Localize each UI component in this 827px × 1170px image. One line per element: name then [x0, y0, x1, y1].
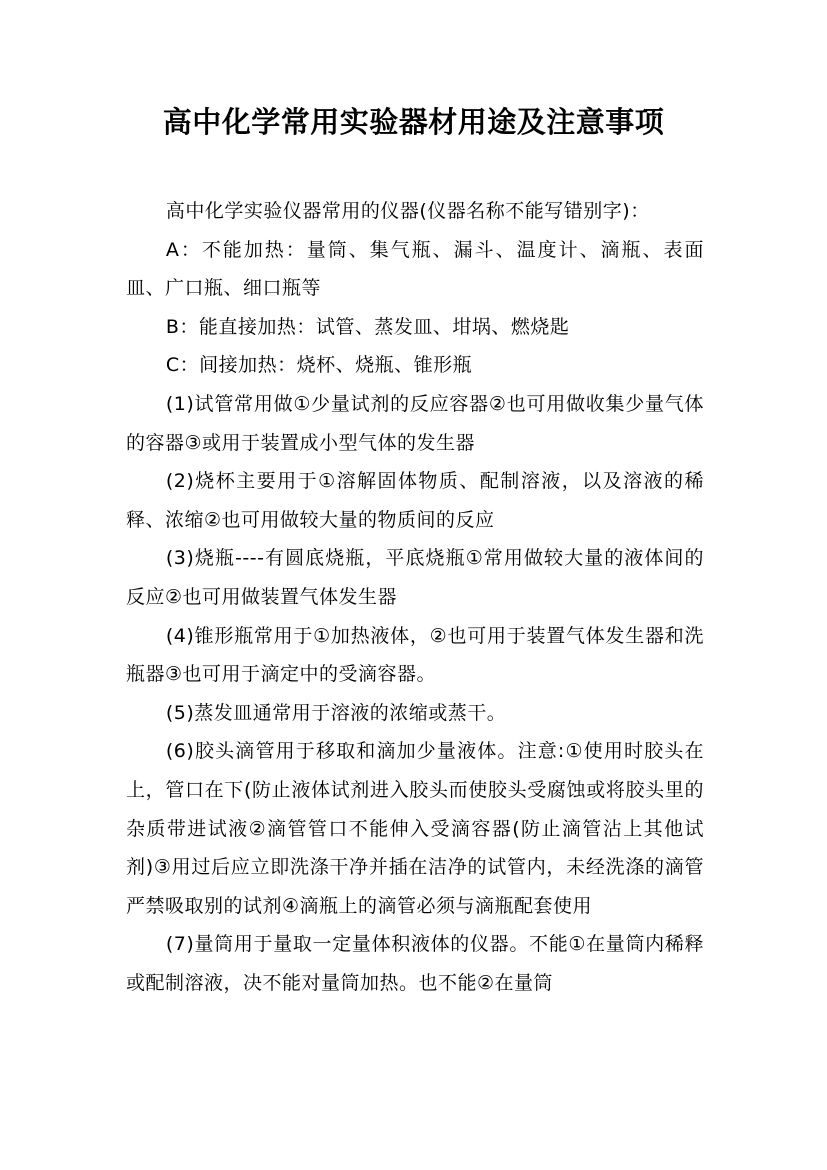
document-body — [126, 192, 704, 1002]
paragraph-conical-flask: (4)锥形瓶常用于①加热液体，②也可用于装置气体发生器和洗瓶器③也可用于滴定中的受滴容器。 — [126, 624, 704, 686]
paragraph-graduated-cylinder: (7)量筒用于量取一定量体积液体的仪器。不能①在量筒内稀释或配制溶液，决不能对量筒加热。也不能②在量筒 — [126, 933, 704, 994]
document-title: 高中化学常用实验器材用途及注意事项 — [162, 105, 665, 139]
paragraph-evaporating-dish: (5)蒸发皿通常用于溶液的浓缩或蒸干。 — [165, 701, 507, 724]
paragraph-direct-heat: B：能直接加热：试管、蒸发皿、坩埚、燃烧匙 — [165, 315, 570, 338]
paragraph-flask: (3)烧瓶----有圆底烧瓶，平底烧瓶①常用做较大量的液体间的反应②也可用做装置气体发生器 — [126, 547, 704, 608]
paragraph-indirect-heat: C：间接加热：烧杯、烧瓶、锥形瓶 — [165, 354, 473, 377]
paragraph-intro: 高中化学实验仪器常用的仪器(仪器名称不能写错别字)： — [165, 200, 650, 222]
paragraph-dropper: (6)胶头滴管用于移取和滴加少量液体。注意:①使用时胶头在上，管口在下(防止液体试剂进入胶头而使胶头受腐蚀或将胶头里的杂质带进试液②滴管管口不能伸入受滴容器(防止滴管沾上其他试剂)③用过后应立即洗涤干净并插在洁净的试管内，未经洗涤的滴管严禁吸取别的试剂④滴瓶上的滴管必须与滴瓶配套使用 — [126, 740, 704, 917]
paragraph-not-heatable: A：不能加热：量筒、集气瓶、漏斗、温度计、滴瓶、表面皿、广口瓶、细口瓶等 — [126, 238, 704, 300]
paragraph-test-tube: (1)试管常用做①少量试剂的反应容器②也可用做收集少量气体的容器③或用于装置成小型气体的发生器 — [126, 392, 704, 454]
paragraph-beaker: (2)烧杯主要用于①溶解固体物质、配制溶液，以及溶液的稀释、浓缩②也可用做较大量的物质间的反应 — [126, 470, 704, 531]
